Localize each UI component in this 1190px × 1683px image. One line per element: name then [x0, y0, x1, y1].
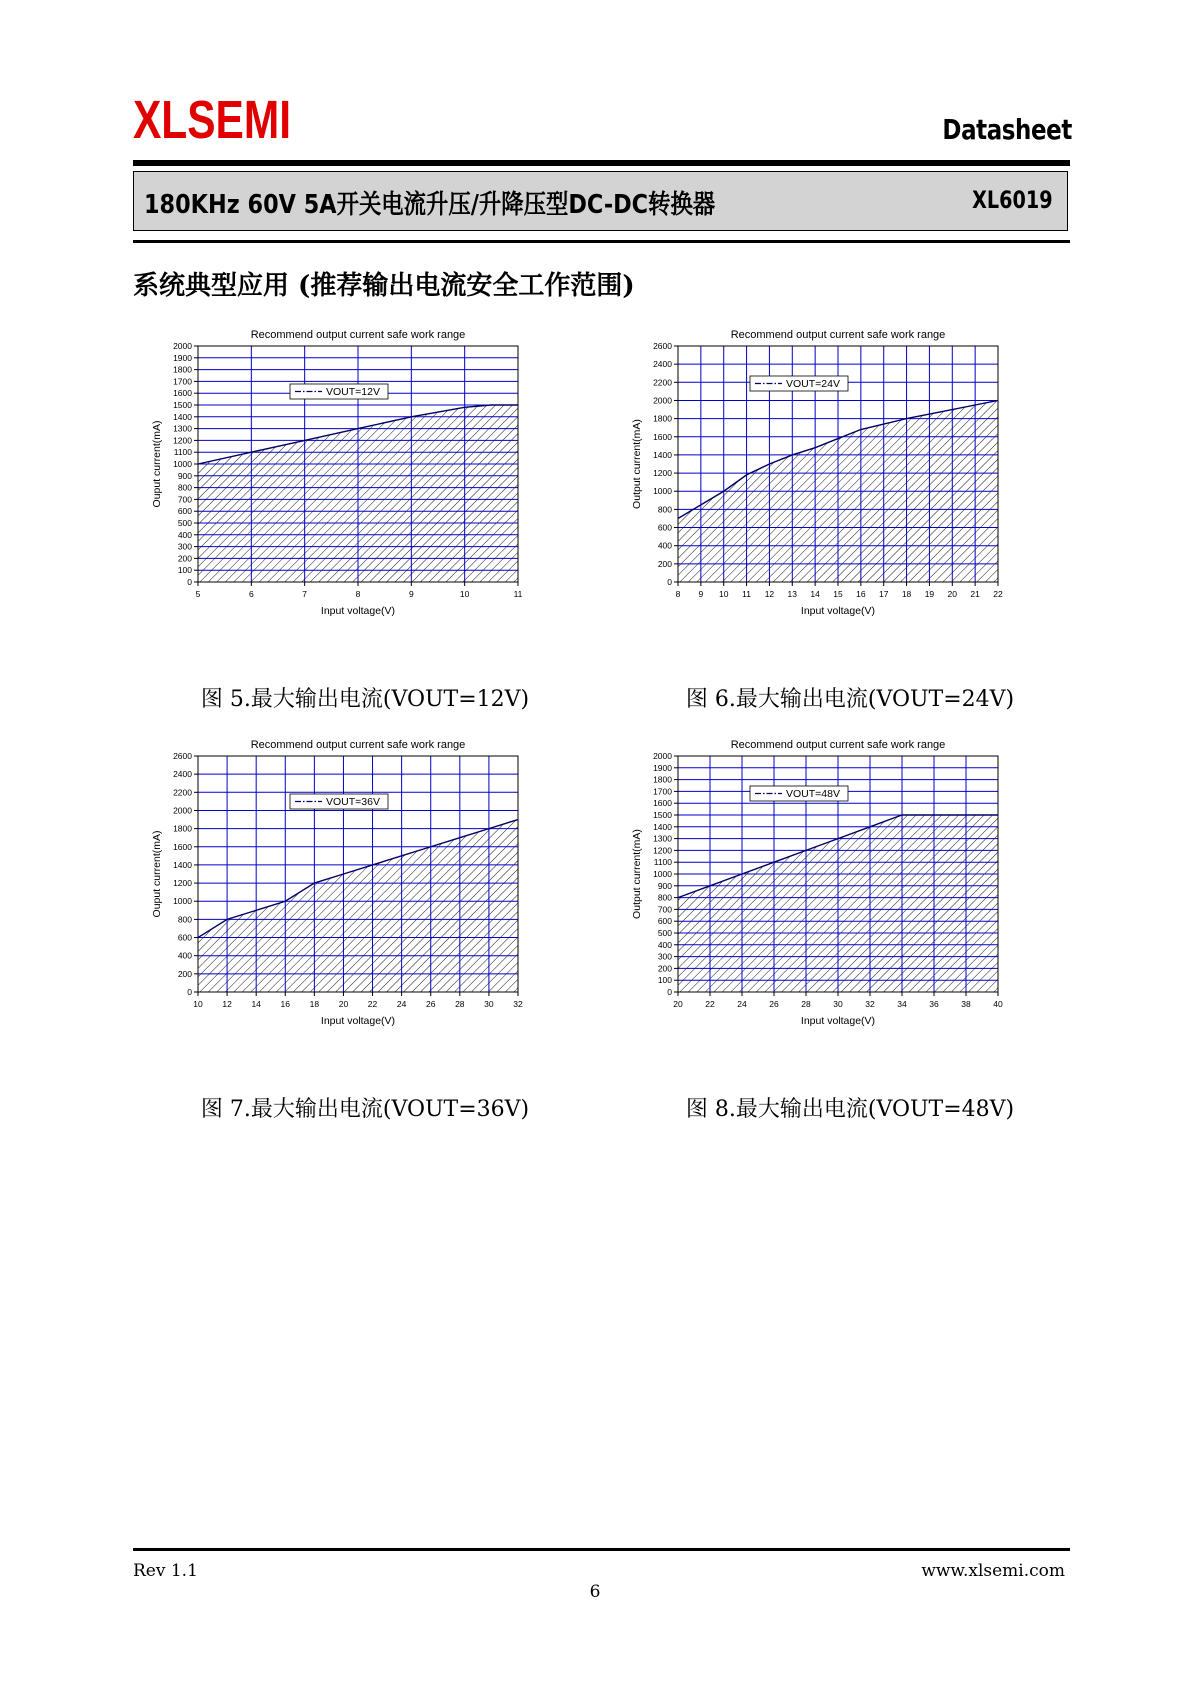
x-tick-label: 18 — [309, 999, 320, 1009]
y-tick-label: 2000 — [173, 805, 192, 816]
x-axis-label: Input voltage(V) — [800, 605, 876, 617]
y-tick-label: 1500 — [653, 810, 672, 820]
x-tick-label: 8 — [355, 589, 361, 599]
y-tick-label: 100 — [177, 565, 192, 576]
y-axis-label: Output current(mA) — [631, 419, 643, 509]
y-tick-label: 600 — [177, 506, 192, 517]
x-tick-label: 5 — [195, 589, 201, 599]
y-tick-label: 200 — [177, 968, 192, 979]
y-tick-label: 1800 — [653, 774, 672, 785]
x-tick-label: 15 — [833, 589, 843, 599]
y-tick-label: 2600 — [653, 341, 672, 351]
y-tick-label: 1000 — [173, 896, 192, 907]
y-tick-label: 1700 — [173, 376, 192, 387]
y-tick-label: 700 — [177, 494, 192, 505]
page-number: 6 — [589, 1582, 601, 1602]
y-tick-label: 2600 — [173, 751, 192, 761]
x-tick-label: 13 — [787, 589, 798, 599]
y-tick-label: 1300 — [173, 423, 192, 434]
x-axis-label: Input voltage(V) — [320, 1015, 396, 1027]
y-tick-label: 2000 — [653, 395, 672, 406]
x-tick-label: 18 — [901, 589, 912, 599]
y-axis-label: Output current(mA) — [631, 829, 643, 919]
y-tick-label: 500 — [657, 928, 672, 938]
y-tick-label: 1200 — [173, 878, 192, 889]
x-tick-label: 7 — [302, 589, 308, 599]
legend — [290, 384, 388, 399]
section-heading: 系统典型应用 (推荐输出电流安全工作范围) — [133, 271, 635, 301]
title-rule — [133, 240, 1070, 243]
y-tick-label: 400 — [177, 950, 192, 961]
x-tick-label: 32 — [865, 999, 875, 1009]
x-tick-label: 22 — [367, 999, 378, 1009]
y-tick-label: 1800 — [173, 823, 192, 834]
y-tick-label: 1200 — [653, 845, 672, 856]
y-tick-label: 200 — [657, 963, 672, 974]
x-tick-label: 11 — [513, 589, 523, 599]
x-tick-label: 6 — [248, 589, 254, 599]
chart-title: Recommend output current safe work range — [250, 739, 466, 751]
y-tick-label: 600 — [657, 522, 672, 533]
y-tick-label: 100 — [657, 975, 672, 986]
y-tick-label: 600 — [177, 932, 192, 943]
y-tick-label: 700 — [657, 904, 672, 915]
y-tick-label: 800 — [657, 892, 672, 903]
x-tick-label: 21 — [970, 589, 980, 599]
y-tick-label: 400 — [657, 540, 672, 551]
y-tick-label: 1800 — [173, 364, 192, 375]
y-tick-label: 0 — [667, 987, 672, 997]
figure-7-caption: 图 7.最大输出电流(VOUT=36V) — [200, 1097, 530, 1122]
header-rule — [133, 160, 1070, 166]
figure-8-caption: 图 8.最大输出电流(VOUT=48V) — [685, 1097, 1015, 1122]
legend — [750, 376, 848, 391]
x-tick-label: 12 — [222, 999, 232, 1009]
y-tick-label: 400 — [177, 529, 192, 540]
y-tick-label: 1400 — [173, 411, 192, 422]
y-tick-label: 0 — [187, 987, 192, 997]
y-tick-label: 200 — [177, 553, 192, 564]
y-tick-label: 1900 — [653, 762, 672, 773]
y-tick-label: 2400 — [173, 769, 192, 780]
y-tick-label: 1900 — [173, 352, 192, 363]
x-tick-label: 26 — [425, 999, 436, 1009]
legend — [290, 794, 388, 809]
x-tick-label: 17 — [878, 589, 889, 599]
y-tick-label: 0 — [667, 577, 672, 587]
logo-text: XLSEMI — [133, 90, 291, 150]
y-tick-label: 300 — [177, 541, 192, 552]
legend — [750, 786, 848, 801]
legend-label: VOUT=24V — [786, 378, 840, 390]
chart-vout-24v — [630, 326, 1070, 656]
y-tick-label: 2200 — [653, 377, 672, 388]
chart-title: Recommend output current safe work range — [250, 329, 466, 341]
y-tick-label: 400 — [657, 939, 672, 950]
y-tick-label: 1000 — [653, 486, 672, 497]
x-tick-label: 28 — [455, 999, 465, 1009]
x-tick-label: 38 — [961, 999, 971, 1009]
y-tick-label: 800 — [177, 482, 192, 493]
x-tick-label: 36 — [929, 999, 939, 1009]
x-tick-label: 14 — [810, 589, 820, 599]
y-tick-label: 2000 — [653, 751, 672, 761]
y-tick-label: 1800 — [653, 413, 672, 424]
x-tick-label: 9 — [408, 589, 414, 599]
x-tick-label: 9 — [698, 589, 704, 599]
y-tick-label: 1100 — [173, 447, 192, 458]
x-tick-label: 34 — [897, 999, 907, 1009]
xlsemi-logo — [133, 86, 293, 148]
y-tick-label: 2200 — [173, 787, 192, 798]
x-tick-label: 22 — [705, 999, 715, 1009]
x-tick-label: 30 — [833, 999, 843, 1009]
x-tick-label: 12 — [764, 589, 775, 599]
x-tick-label: 19 — [924, 589, 935, 599]
x-tick-label: 32 — [513, 999, 523, 1009]
y-tick-label: 800 — [657, 504, 672, 515]
part-number: XL6019 — [972, 186, 1053, 214]
y-tick-label: 200 — [657, 558, 672, 569]
x-tick-label: 10 — [459, 589, 470, 599]
y-tick-label: 300 — [657, 951, 672, 962]
footer-rule — [133, 1548, 1070, 1551]
y-tick-label: 900 — [657, 880, 672, 891]
x-tick-label: 24 — [737, 999, 747, 1009]
y-tick-label: 600 — [657, 916, 672, 927]
document-title: 180KHz 60V 5A开关电流升压/升降压型DC-DC转换器 — [144, 190, 716, 220]
x-tick-label: 20 — [673, 999, 683, 1009]
title-bar — [133, 171, 1068, 231]
y-tick-label: 2000 — [173, 341, 192, 351]
x-tick-label: 11 — [742, 589, 751, 599]
x-tick-label: 8 — [675, 589, 681, 599]
x-tick-label: 20 — [338, 999, 349, 1009]
y-axis-label: Ouput current(mA) — [151, 830, 163, 918]
y-tick-label: 1600 — [173, 841, 192, 852]
x-tick-label: 10 — [193, 999, 203, 1009]
x-tick-label: 28 — [801, 999, 811, 1009]
chart-vout-12v — [150, 326, 590, 656]
x-tick-label: 16 — [280, 999, 291, 1009]
x-tick-label: 16 — [856, 589, 866, 599]
x-tick-label: 30 — [484, 999, 494, 1009]
website-link[interactable]: www.xlsemi.com — [921, 1561, 1065, 1581]
x-tick-label: 22 — [993, 589, 1003, 599]
doc-type-label: Datasheet — [942, 113, 1072, 146]
figure-6-caption: 图 6.最大输出电流(VOUT=24V) — [685, 687, 1015, 712]
y-tick-label: 1000 — [653, 869, 672, 879]
y-tick-label: 1400 — [653, 449, 672, 460]
figure-5-caption: 图 5.最大输出电流(VOUT=12V) — [200, 687, 530, 712]
y-tick-label: 1600 — [653, 431, 672, 442]
y-tick-label: 500 — [177, 518, 192, 528]
legend-label: VOUT=36V — [326, 796, 380, 808]
y-tick-label: 0 — [187, 577, 192, 587]
x-tick-label: 40 — [993, 999, 1003, 1009]
x-tick-label: 10 — [718, 589, 729, 599]
y-tick-label: 1200 — [173, 435, 192, 446]
y-tick-label: 1600 — [653, 798, 672, 809]
y-tick-label: 800 — [177, 914, 192, 925]
safe-area — [198, 820, 518, 992]
x-axis-label: Input voltage(V) — [320, 605, 396, 617]
y-tick-label: 1600 — [173, 388, 192, 399]
x-tick-label: 20 — [947, 589, 958, 599]
chart-vout-48v — [630, 736, 1070, 1066]
y-tick-label: 1300 — [653, 833, 672, 844]
y-tick-label: 1500 — [173, 400, 192, 410]
y-axis-label: Ouput current(mA) — [151, 420, 163, 508]
x-tick-label: 14 — [251, 999, 261, 1009]
legend-label: VOUT=12V — [326, 386, 380, 398]
legend-label: VOUT=48V — [786, 788, 840, 800]
chart-vout-36v — [150, 736, 590, 1066]
y-tick-label: 1000 — [173, 459, 192, 469]
y-tick-label: 1400 — [653, 821, 672, 832]
y-tick-label: 1100 — [653, 857, 672, 868]
y-tick-label: 1700 — [653, 786, 672, 797]
y-tick-label: 2400 — [653, 359, 672, 370]
x-tick-label: 26 — [769, 999, 779, 1009]
x-tick-label: 24 — [396, 999, 407, 1009]
y-tick-label: 900 — [177, 470, 192, 481]
y-tick-label: 1200 — [653, 468, 672, 479]
y-tick-label: 1400 — [173, 859, 192, 870]
revision: Rev 1.1 — [133, 1561, 198, 1581]
chart-title: Recommend output current safe work range — [730, 329, 946, 341]
x-axis-label: Input voltage(V) — [800, 1015, 876, 1027]
chart-title: Recommend output current safe work range — [730, 739, 946, 751]
